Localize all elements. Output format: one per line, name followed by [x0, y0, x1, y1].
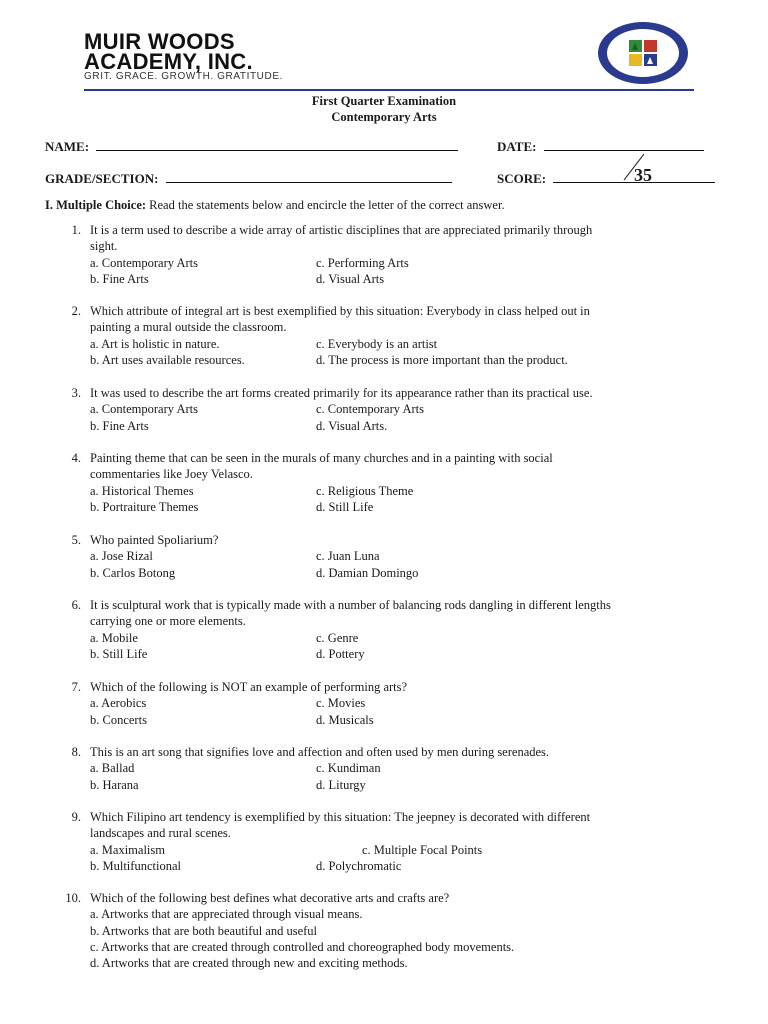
question-text: This is an art song that signifies love and affection and often used by men during serenades.	[90, 745, 550, 759]
answer-option[interactable]: a. Contemporary Arts	[90, 402, 198, 417]
date-field	[497, 139, 704, 155]
option-row	[90, 499, 705, 515]
question-text: sight.	[90, 239, 118, 254]
question-text: landscapes and rural scenes.	[90, 826, 231, 841]
answer-option[interactable]: d. Liturgy	[316, 777, 366, 792]
answer-option[interactable]: c. Kundiman	[316, 761, 381, 776]
grade-section-label: GRADE/SECTION:	[45, 171, 159, 186]
answer-option[interactable]: a. Contemporary Arts	[90, 255, 198, 270]
header-rule	[84, 89, 694, 91]
answer-option[interactable]: a. Artworks that are appreciated through visual means.	[90, 907, 363, 922]
answer-option[interactable]: c. Contemporary Arts	[316, 402, 424, 417]
answer-option[interactable]: b. Fine Arts	[90, 271, 149, 286]
answer-option[interactable]: d. Visual Arts	[316, 271, 385, 286]
answer-option[interactable]: d. Damian Domingo	[316, 565, 419, 580]
exam-subject: Contemporary Arts	[331, 110, 437, 124]
question-10	[45, 890, 705, 971]
question-text: carrying one or more elements.	[90, 614, 246, 629]
option-row	[90, 255, 705, 271]
question-number: 3.	[71, 386, 81, 400]
option-row	[90, 483, 705, 499]
option-row	[90, 630, 705, 646]
option-row	[90, 646, 705, 662]
answer-option[interactable]: d. The process is more important than the product.	[316, 352, 568, 367]
question-5	[45, 532, 705, 581]
name-label: NAME:	[45, 139, 90, 154]
section-instruction-text: Read the statements below and encircle the letter of the correct answer.	[149, 198, 505, 212]
question-number: 1.	[71, 223, 81, 237]
answer-option[interactable]: a. Jose Rizal	[90, 549, 153, 564]
question-text: Painting theme that can be seen in the murals of many churches and in a painting with social	[90, 451, 553, 465]
answer-option[interactable]: d. Polychromatic	[316, 858, 402, 873]
score-label: SCORE:	[497, 171, 547, 186]
answer-option[interactable]: b. Portraiture Themes	[90, 499, 199, 514]
question-text: It was used to describe the art forms created primarily for its appearance rather than its practical use.	[90, 386, 593, 400]
answer-option[interactable]: c. Multiple Focal Points	[362, 842, 483, 857]
option-row	[90, 695, 705, 711]
question-number: 2.	[71, 304, 81, 318]
school-name-line2: ACADEMY, INC.	[84, 49, 253, 74]
option-row	[90, 712, 705, 728]
answer-option[interactable]: b. Carlos Botong	[90, 565, 176, 580]
answer-option[interactable]: a. Maximalism	[90, 842, 165, 857]
option-row	[90, 271, 705, 287]
answer-option[interactable]: d. Visual Arts.	[316, 418, 388, 433]
answer-option[interactable]: b. Still Life	[90, 646, 148, 661]
question-number: 4.	[71, 451, 81, 465]
option-row	[90, 336, 705, 352]
name-blank[interactable]	[96, 149, 458, 151]
answer-option[interactable]: c. Performing Arts	[316, 255, 409, 270]
question-7	[45, 679, 705, 728]
question-text: Which of the following is NOT an example of performing arts?	[90, 680, 408, 694]
answer-option[interactable]: c. Religious Theme	[316, 483, 414, 498]
score-total: 35	[634, 165, 652, 185]
answer-option[interactable]: b. Fine Arts	[90, 418, 149, 433]
question-number: 6.	[71, 598, 81, 612]
school-name-line1: MUIR WOODS	[84, 29, 235, 54]
grade-section-blank[interactable]	[166, 181, 452, 183]
option-row	[90, 842, 705, 858]
question-text: Which Filipino art tendency is exemplified by this situation: The jeepney is decorated with different	[90, 810, 591, 824]
question-text: Which of the following best defines what decorative arts and crafts are?	[90, 891, 450, 905]
date-label: DATE:	[497, 139, 537, 154]
question-number: 10.	[65, 891, 81, 905]
option-row	[90, 548, 705, 564]
question-number: 5.	[71, 533, 81, 547]
answer-option[interactable]: d. Musicals	[316, 712, 374, 727]
answer-option[interactable]: a. Mobile	[90, 630, 138, 645]
school-name	[84, 29, 253, 74]
answer-option[interactable]: b. Artworks that are both beautiful and useful	[90, 923, 318, 938]
question-1	[45, 222, 705, 287]
answer-option[interactable]: a. Historical Themes	[90, 483, 194, 498]
answer-option[interactable]: c. Artworks that are created through controlled and choreographed body movements.	[90, 939, 515, 954]
question-number: 7.	[71, 680, 81, 694]
question-text: It is sculptural work that is typically made with a number of balancing rods dangling in different lengths	[90, 598, 611, 612]
school-header	[0, 0, 768, 95]
answer-option[interactable]: d. Pottery	[316, 646, 365, 661]
answer-option[interactable]: a. Ballad	[90, 761, 135, 776]
question-9	[45, 809, 705, 874]
question-text: commentaries like Joey Velasco.	[90, 467, 253, 482]
answer-option[interactable]: b. Multifunctional	[90, 858, 181, 873]
school-seal-icon	[596, 20, 690, 86]
question-text: Who painted Spoliarium?	[90, 533, 219, 547]
score-field	[497, 171, 715, 187]
option-row	[90, 401, 705, 417]
answer-option[interactable]: c. Juan Luna	[316, 549, 380, 564]
answer-option[interactable]: a. Art is holistic in nature.	[90, 336, 220, 351]
answer-option[interactable]: a. Aerobics	[90, 696, 147, 711]
question-text: Which attribute of integral art is best exemplified by this situation: Everybody in class helped out in	[90, 304, 590, 318]
question-text: It is a term used to describe a wide array of artistic disciplines that are appreciated primarily through	[90, 223, 593, 237]
grade-section-field	[45, 171, 452, 187]
exam-title: First Quarter Examination	[311, 94, 457, 108]
answer-option[interactable]: c. Genre	[316, 630, 359, 645]
question-6	[45, 597, 705, 662]
question-2	[45, 303, 705, 368]
option-row	[90, 352, 705, 368]
answer-option[interactable]: d. Still Life	[316, 499, 374, 514]
name-field	[45, 139, 458, 155]
answer-option[interactable]: b. Concerts	[90, 712, 147, 727]
option-row	[90, 418, 705, 434]
question-8	[45, 744, 705, 793]
answer-option[interactable]: b. Harana	[90, 777, 139, 792]
option-row	[90, 760, 705, 776]
option-row	[90, 565, 705, 581]
option-row	[90, 858, 705, 874]
section-instruction	[45, 198, 505, 213]
section-heading: I. Multiple Choice:	[45, 198, 147, 212]
answer-option[interactable]: d. Artworks that are created through new and exciting methods.	[90, 956, 408, 971]
question-3	[45, 385, 705, 434]
question-4	[45, 450, 705, 515]
question-number: 9.	[71, 810, 81, 824]
answer-option[interactable]: b. Art uses available resources.	[90, 352, 245, 367]
school-tagline: GRIT. GRACE. GROWTH. GRATITUDE.	[84, 71, 283, 82]
option-row	[90, 777, 705, 793]
answer-option[interactable]: c. Movies	[316, 696, 366, 711]
date-blank[interactable]	[544, 149, 704, 151]
question-text: painting a mural outside the classroom.	[90, 320, 287, 335]
answer-option[interactable]: c. Everybody is an artist	[316, 336, 438, 351]
question-number: 8.	[71, 745, 81, 759]
